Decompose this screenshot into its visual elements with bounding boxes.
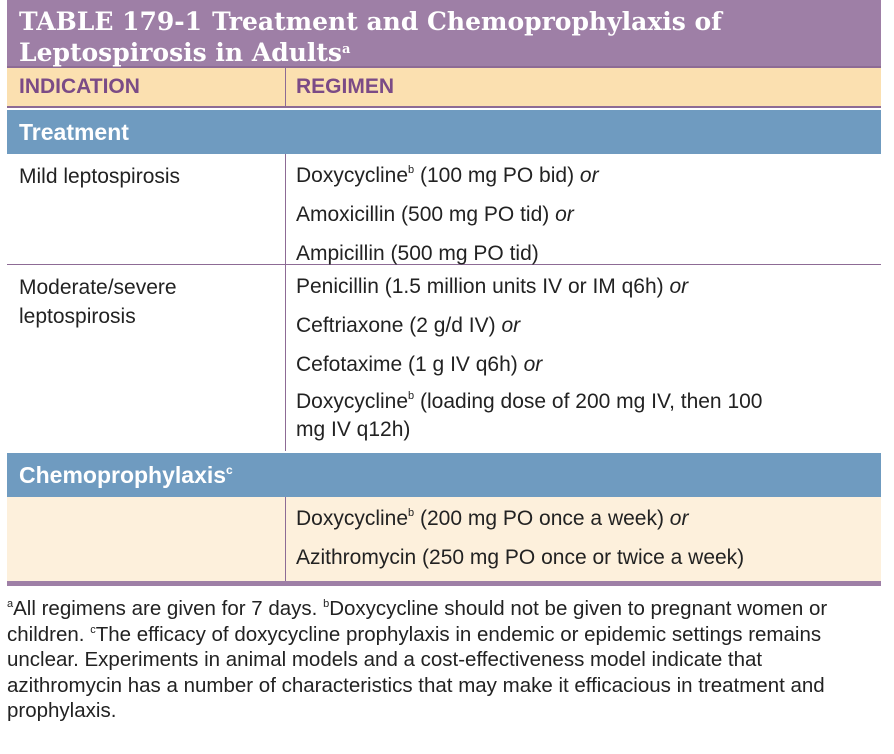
dose-text: (1.5 million units IV or IM q6h) [378, 275, 670, 298]
footnote-mark: b [408, 164, 415, 176]
footnote-c-text: The efficacy of doxycycline prophylaxis in endemic or epidemic settings remains unclear. Experiments in animal models and a cost-effectiveness model indicate that azithromycin has a number of characteristics that may make it efficacious in treatment and prophylaxis. [7, 622, 825, 722]
column-header-regimen: REGIMEN [296, 75, 395, 98]
regimen-line [296, 349, 881, 388]
conjunction: or [555, 203, 574, 226]
column-header-indication: INDICATION [7, 68, 286, 106]
footnote-mark-a: a [7, 598, 14, 610]
regimen-line [296, 542, 881, 581]
section-label: Treatment [19, 119, 129, 145]
regimen-cell [286, 154, 881, 264]
conjunction: or [669, 507, 689, 530]
dose-text: (500 mg PO tid) [384, 242, 539, 265]
dose-text: (1 g IV q6h) [402, 353, 524, 376]
indication-cell [7, 497, 286, 581]
conjunction: or [501, 314, 521, 337]
table-footnotes [7, 586, 881, 724]
footnote-a-text: All regimens are given for 7 days. [13, 597, 324, 620]
drug-name: Amoxicillin [296, 203, 396, 226]
table-number: TABLE 179-1 [19, 7, 203, 36]
indication-cell: Moderate/severe leptospirosis [7, 265, 286, 451]
regimen-line [296, 388, 796, 444]
title-footnote-mark: a [342, 42, 351, 57]
regimen-cell [286, 265, 881, 451]
regimen-line [296, 199, 881, 238]
drug-name: Doxycycline [296, 164, 409, 187]
table-row-chemoprophylaxis [7, 497, 881, 581]
regimen-line [296, 271, 881, 310]
section-header-chemoprophylaxis [7, 451, 881, 497]
drug-name: Doxycycline [296, 390, 409, 413]
dose-text: (loading dose of 200 mg IV, then 100 mg IV q12h) [296, 390, 763, 441]
section-label: Chemoprophylaxis [19, 462, 227, 488]
drug-name: Cefotaxime [296, 353, 403, 376]
dose-text: (500 mg PO tid) [395, 203, 556, 226]
table-title: Treatment and Chemoprophylaxis of Leptospirosis in Adults [19, 7, 722, 67]
drug-name: Azithromycin [296, 546, 417, 569]
table-container [7, 0, 881, 724]
regimen-line [296, 160, 881, 199]
indication-cell: Mild leptospirosis [7, 154, 286, 264]
regimen-cell [286, 497, 881, 581]
footnote-mark-b: b [323, 598, 330, 610]
conjunction: or [523, 353, 543, 376]
conjunction: or [579, 164, 599, 187]
drug-name: Ceftriaxone [296, 314, 404, 337]
table-row-moderate-severe [7, 264, 881, 451]
drug-name: Penicillin [296, 275, 379, 298]
table-row-mild [7, 154, 881, 264]
section-header-treatment [7, 108, 881, 154]
drug-name: Ampicillin [296, 242, 385, 265]
table-title-bar [7, 0, 881, 66]
regimen-line [296, 310, 881, 349]
conjunction: or [669, 275, 689, 298]
dose-text: (100 mg PO bid) [414, 164, 580, 187]
dose-text: (2 g/d IV) [403, 314, 502, 337]
drug-name: Doxycycline [296, 507, 409, 530]
footnote-mark: b [408, 390, 415, 402]
footnote-mark: b [408, 507, 415, 519]
column-header-row [7, 66, 881, 108]
footnote-mark-c: c [90, 623, 96, 636]
footnote-b-text: Doxycycline should not be given to pregnant women or children. [7, 597, 828, 646]
regimen-line [296, 503, 881, 542]
dose-text: (200 mg PO once a week) [414, 507, 670, 530]
dose-text: (250 mg PO once or twice a week) [416, 546, 745, 569]
section-footnote-mark: c [226, 463, 233, 477]
